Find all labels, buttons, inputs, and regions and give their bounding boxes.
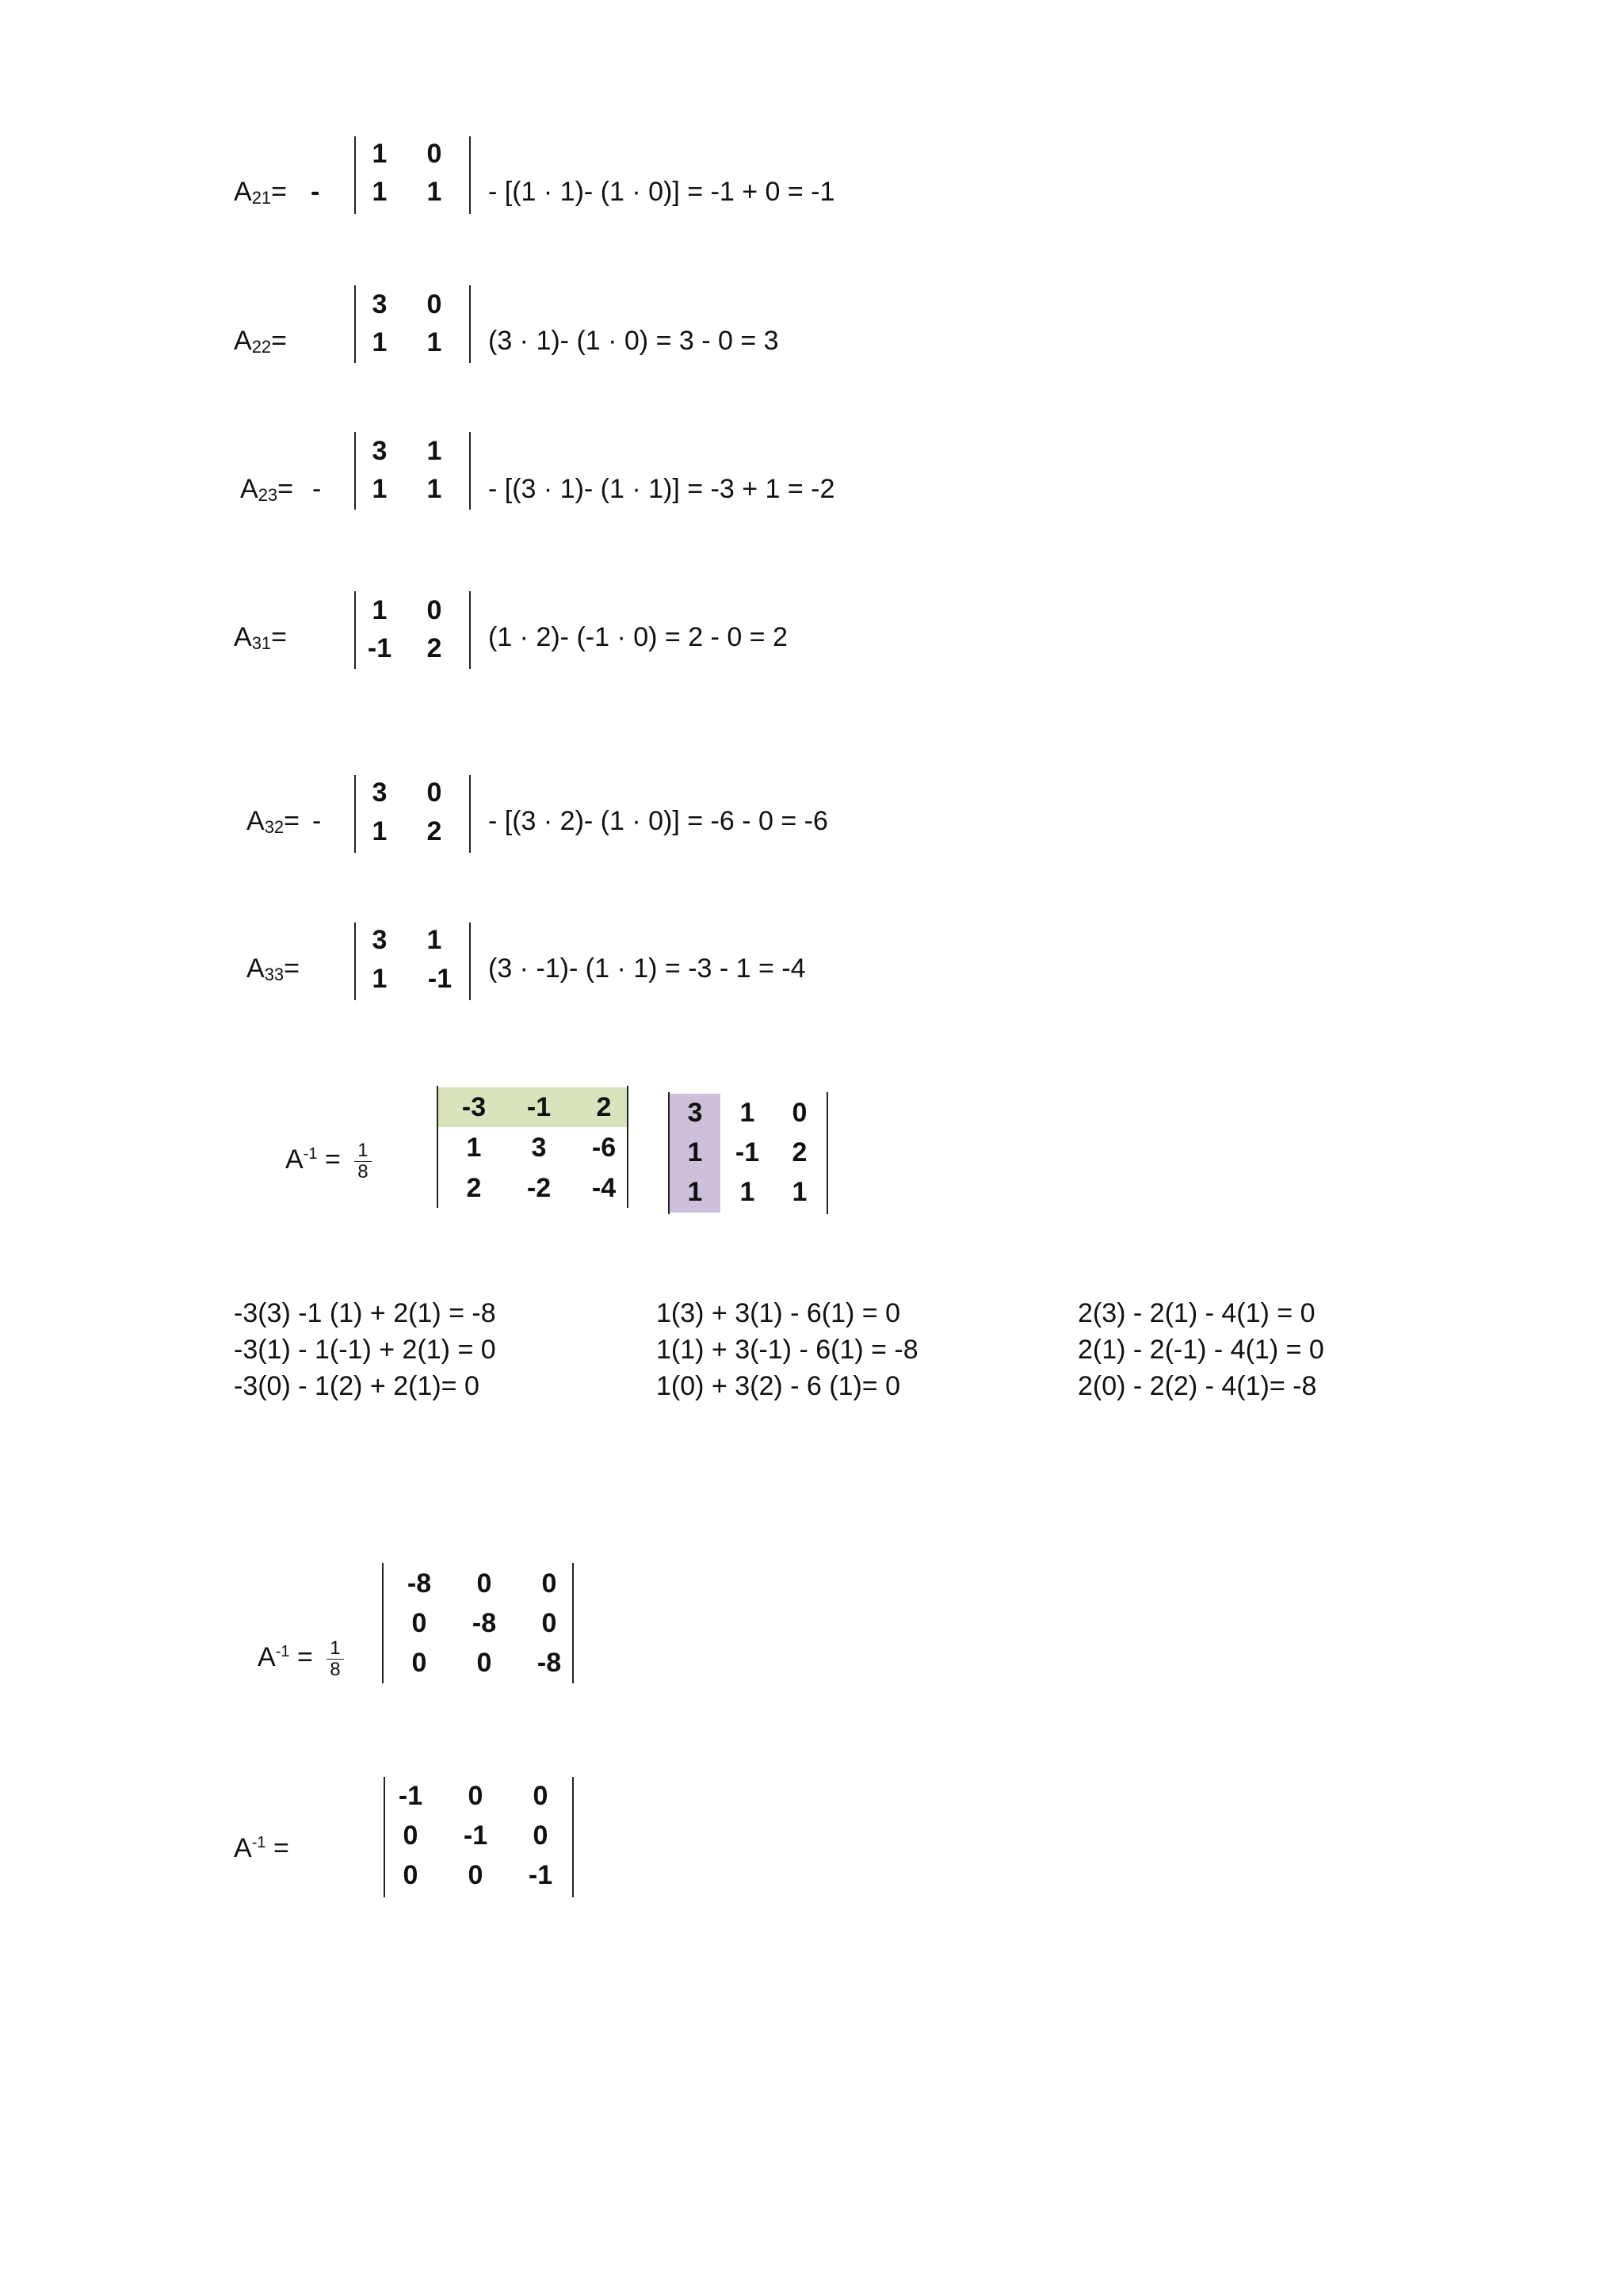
matrix-cell: 0 [541, 1568, 557, 1599]
matrix-cell: 0 [476, 1568, 492, 1599]
matrix-cell: -2 [526, 1173, 552, 1203]
matrix-cell: 1 [739, 1098, 755, 1128]
minor-expression: (1 · 2)- (-1 · 0) = 2 - 0 = 2 [488, 622, 788, 652]
det-bar-right [469, 285, 471, 363]
minor-sign: - [312, 474, 322, 504]
minor-sign: - [312, 806, 322, 836]
product-line: 1(0) + 3(2) - 6 (1)= 0 [656, 1371, 901, 1401]
det-bar-left [668, 1092, 670, 1214]
matrix-cell: 0 [426, 139, 442, 169]
product-line: 1(1) + 3(-1) - 6(1) = -8 [656, 1335, 918, 1365]
matrix-cell: -1 [735, 1137, 760, 1167]
matrix-cell: 0 [533, 1781, 548, 1811]
matrix-cell: 0 [411, 1608, 427, 1638]
matrix-cell: -6 [591, 1133, 617, 1163]
matrix-cell: -1 [427, 964, 453, 994]
matrix-cell: 3 [372, 777, 388, 808]
matrix-cell: 3 [372, 436, 388, 466]
minor-expression: - [(3 · 1)- (1 · 1)] = -3 + 1 = -2 [488, 474, 835, 504]
matrix-cell: 0 [403, 1820, 418, 1851]
fraction: $\frac{1}{8}$ [354, 1140, 371, 1182]
product-line: -3(0) - 1(2) + 2(1)= 0 [234, 1371, 479, 1401]
product-line: -3(3) -1 (1) + 2(1) = -8 [234, 1298, 496, 1328]
matrix-cell: 2 [792, 1137, 808, 1167]
det-bar-right [469, 775, 471, 853]
minor-label: $A_{23}=$ [240, 474, 294, 505]
matrix-cell: 3 [372, 925, 388, 955]
matrix-cell: 0 [426, 595, 442, 625]
matrix-cell: 2 [596, 1092, 612, 1122]
det-bar-left [354, 775, 356, 853]
det-bar-left [437, 1086, 438, 1208]
matrix-cell: -3 [461, 1092, 487, 1122]
matrix-cell: 3 [531, 1133, 547, 1163]
inverse-label: $A^{-1}$ = $\frac{1}{8}$ [285, 1138, 372, 1182]
det-bar-right [627, 1086, 628, 1208]
matrix-cell: 0 [533, 1820, 548, 1851]
matrix-cell: 0 [403, 1860, 418, 1890]
matrix-cell: -1 [367, 633, 392, 663]
det-bar-right [469, 923, 471, 1000]
minor-sign: - [311, 177, 320, 207]
matrix-cell: 1 [426, 925, 442, 955]
det-bar-left [384, 1777, 385, 1897]
minor-expression: - [(3 · 2)- (1 · 0)] = -6 - 0 = -6 [488, 806, 828, 836]
product-line: 1(3) + 3(1) - 6(1) = 0 [656, 1298, 901, 1328]
det-bar-right [469, 136, 471, 214]
product-column-1 [234, 1295, 496, 1404]
det-bar-left [354, 136, 356, 214]
det-bar-left [354, 923, 356, 1000]
matrix-cell: 0 [468, 1781, 483, 1811]
matrix-cell: 0 [426, 777, 442, 808]
det-bar-right [469, 432, 471, 510]
matrix-cell: 3 [687, 1098, 703, 1128]
product-line: 2(0) - 2(2) - 4(1)= -8 [1078, 1371, 1317, 1401]
matrix-cell: 1 [372, 816, 388, 846]
product-line: -3(1) - 1(-1) + 2(1) = 0 [234, 1335, 496, 1365]
matrix-cell: -8 [472, 1608, 497, 1638]
det-bar-left [354, 432, 356, 510]
matrix-cell: -4 [591, 1173, 617, 1203]
matrix-cell: 1 [372, 474, 388, 504]
matrix-cell: 0 [476, 1648, 492, 1678]
matrix-cell: -8 [537, 1648, 562, 1678]
matrix-cell: 1 [426, 327, 442, 357]
det-bar-left [382, 1563, 384, 1683]
det-bar-left [354, 285, 356, 363]
matrix-cell: 1 [739, 1177, 755, 1207]
matrix-cell: 1 [372, 327, 388, 357]
matrix-cell: 1 [372, 139, 388, 169]
det-bar-right [572, 1777, 574, 1897]
matrix-cell: 0 [411, 1648, 427, 1678]
product-line: 2(3) - 2(1) - 4(1) = 0 [1078, 1298, 1316, 1328]
matrix-cell: 1 [426, 436, 442, 466]
minor-label: $A_{21}=$ [234, 177, 288, 208]
matrix-cell: -1 [526, 1092, 552, 1122]
matrix-cell: 2 [426, 816, 442, 846]
matrix-cell: -1 [528, 1860, 553, 1890]
fraction: $\frac{1}{8}$ [327, 1638, 343, 1680]
minor-label: $A_{31}=$ [234, 622, 288, 653]
matrix-cell: 1 [466, 1133, 482, 1163]
det-bar-right [572, 1563, 574, 1683]
matrix-cell: 0 [468, 1860, 483, 1890]
matrix-cell: -8 [407, 1568, 432, 1599]
product-column-2 [656, 1295, 918, 1404]
det-bar-right [469, 591, 471, 669]
matrix-cell: -1 [398, 1781, 423, 1811]
matrix-cell: 1 [687, 1137, 703, 1167]
minor-label: $A_{32}=$ [246, 806, 300, 837]
matrix-cell: 1 [792, 1177, 808, 1207]
product-column-3 [1078, 1295, 1324, 1404]
matrix-cell: 1 [372, 595, 388, 625]
matrix-cell: 2 [466, 1173, 482, 1203]
product-line: 2(1) - 2(-1) - 4(1) = 0 [1078, 1335, 1324, 1365]
inverse-label-3: $A^{-1}$ = [234, 1833, 289, 1863]
minor-expression: - [(1 · 1)- (1 · 0)] = -1 + 0 = -1 [488, 177, 835, 207]
matrix-cell: -1 [463, 1820, 488, 1851]
inverse-label-2: $A^{-1}$ = $\frac{1}{8}$ [258, 1636, 344, 1680]
minor-expression: (3 · -1)- (1 · 1) = -3 - 1 = -4 [488, 953, 806, 984]
minor-label: $A_{33}=$ [246, 953, 300, 984]
minor-expression: (3 · 1)- (1 · 0) = 3 - 0 = 3 [488, 326, 779, 356]
matrix-cell: 2 [426, 633, 442, 663]
matrix-cell: 1 [372, 964, 388, 994]
matrix-cell: 1 [687, 1177, 703, 1207]
det-bar-left [354, 591, 356, 669]
matrix-cell: 0 [792, 1098, 808, 1128]
det-bar-right [827, 1092, 828, 1214]
minor-label: $A_{22}=$ [234, 326, 288, 357]
matrix-cell: 3 [372, 289, 388, 319]
matrix-cell: 0 [541, 1608, 557, 1638]
matrix-cell: 1 [426, 177, 442, 207]
matrix-cell: 0 [426, 289, 442, 319]
matrix-cell: 1 [426, 474, 442, 504]
matrix-cell: 1 [372, 177, 388, 207]
